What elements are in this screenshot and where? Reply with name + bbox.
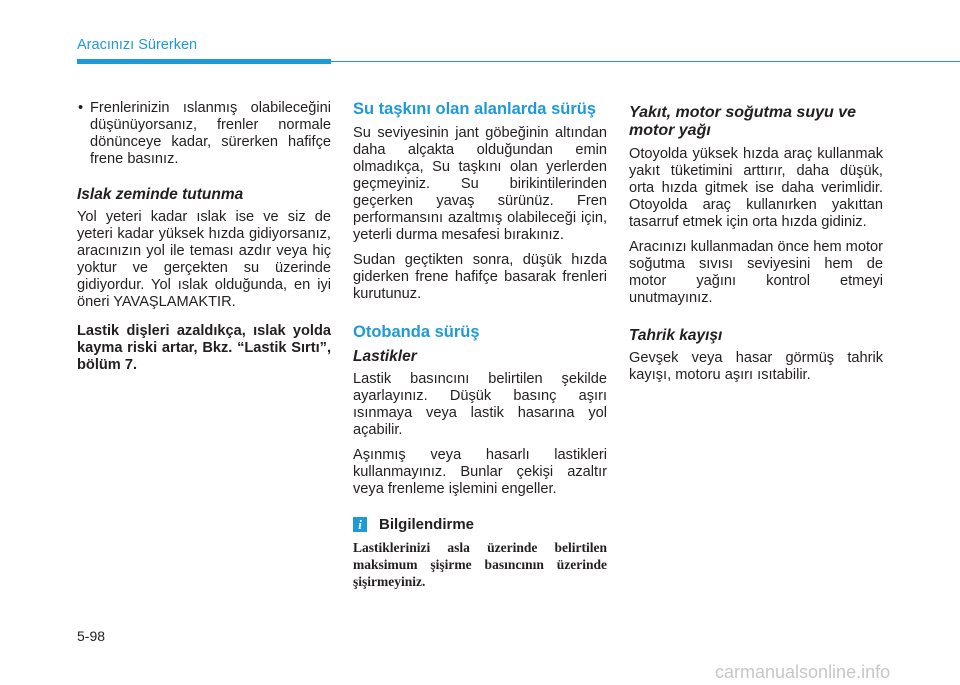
- tires-paragraph-2: Aşınmış veya hasarlı lastikleri kullanmayınız. Bunlar çekişi azaltır veya frenleme işlemini engeller.: [353, 447, 607, 497]
- tires-heading: Lastikler: [353, 348, 417, 365]
- highway-heading: Otobanda sürüş: [353, 323, 480, 341]
- header-rule-thick: [77, 59, 331, 64]
- bullet-text: Frenlerinizin ıslanmış olabileceğini düşünüyorsanız, frenler normale dönünceye kadar, sürerken hafifçe frene basınız.: [90, 100, 331, 167]
- wet-text: Yol yeteri kadar ıslak ise ve siz de yeteri kadar yüksek hızda gidiyorsanız, aracınızın yol ile teması azdır veya hiç yoktur ve gerçekten su üzerinde gidiyordur. Yol ıslak olduğunda, en iyi öneri YAVAŞLAMAKTIR.: [77, 209, 331, 310]
- info-title: Bilgilendirme: [379, 516, 475, 533]
- fuel-heading: Yakıt, motor soğutma suyu ve motor yağı: [629, 104, 857, 139]
- page-number: 5-98: [77, 628, 106, 644]
- info-box-header: [353, 516, 607, 533]
- bullet-dot: •: [78, 100, 84, 116]
- section-title: Aracınızı Sürerken: [77, 37, 198, 53]
- column-2: [353, 100, 607, 590]
- bullet-item: [77, 100, 331, 168]
- belt-paragraph: Gevşek veya hasar görmüş tahrik kayışı, motoru aşırı ısıtabilir.: [629, 350, 883, 383]
- fuel-paragraph-1: Otoyolda yüksek hızda araç kullanmak yakıt tüketimini arttırır, daha düşük, orta hızda gitmek ise daha verimlidir. Otoyolda araç kullanırken yakıttan tasarruf etmek için orta hızda gidiniz.: [629, 146, 883, 230]
- info-icon: i: [353, 517, 367, 532]
- tires-paragraph-1: Lastik basıncını belirtilen şekilde ayarlayınız. Düşük basınç aşırı ısınmaya veya lastik hasarına yol açabilir.: [353, 371, 607, 438]
- flood-paragraph-2: Sudan geçtikten sonra, düşük hızda giderken frene hafifçe basarak frenleri kurutunuz.: [353, 252, 607, 302]
- column-3: [629, 100, 883, 392]
- belt-heading: Tahrik kayışı: [629, 327, 723, 344]
- flood-paragraph-1: Su seviyesinin jant göbeğinin altından daha alçakta olduğundan emin olmadıkça, Su taşkını olan yerlerden geçmeyiniz. Su birikintilerinden geçerken yavaş sürünüz. Fren performansını azaltmış olabileceği için, yeterli durma mesafesi bırakınız.: [353, 125, 607, 243]
- column-1: [77, 100, 331, 374]
- info-text: Lastiklerinizi asla üzerinde belirtilen maksimum şişirme basıncının üzerinde şişirmeyiniz.: [353, 540, 607, 589]
- tread-note: Lastik dişleri azaldıkça, ıslak yolda kayma riski artar, Bkz. “Lastik Sırtı”, bölüm 7.: [77, 323, 331, 373]
- wet-heading: Islak zeminde tutunma: [77, 186, 244, 203]
- fuel-paragraph-2: Aracınızı kullanmadan önce hem motor soğutma sıvısı seviyesini hem de motor yağını kontrol etmeyi unutmayınız.: [629, 239, 883, 306]
- flood-heading: Su taşkını olan alanlarda sürüş: [353, 100, 596, 118]
- header-rule-thin: [331, 61, 960, 62]
- watermark: carmanualsonline.info: [715, 662, 891, 682]
